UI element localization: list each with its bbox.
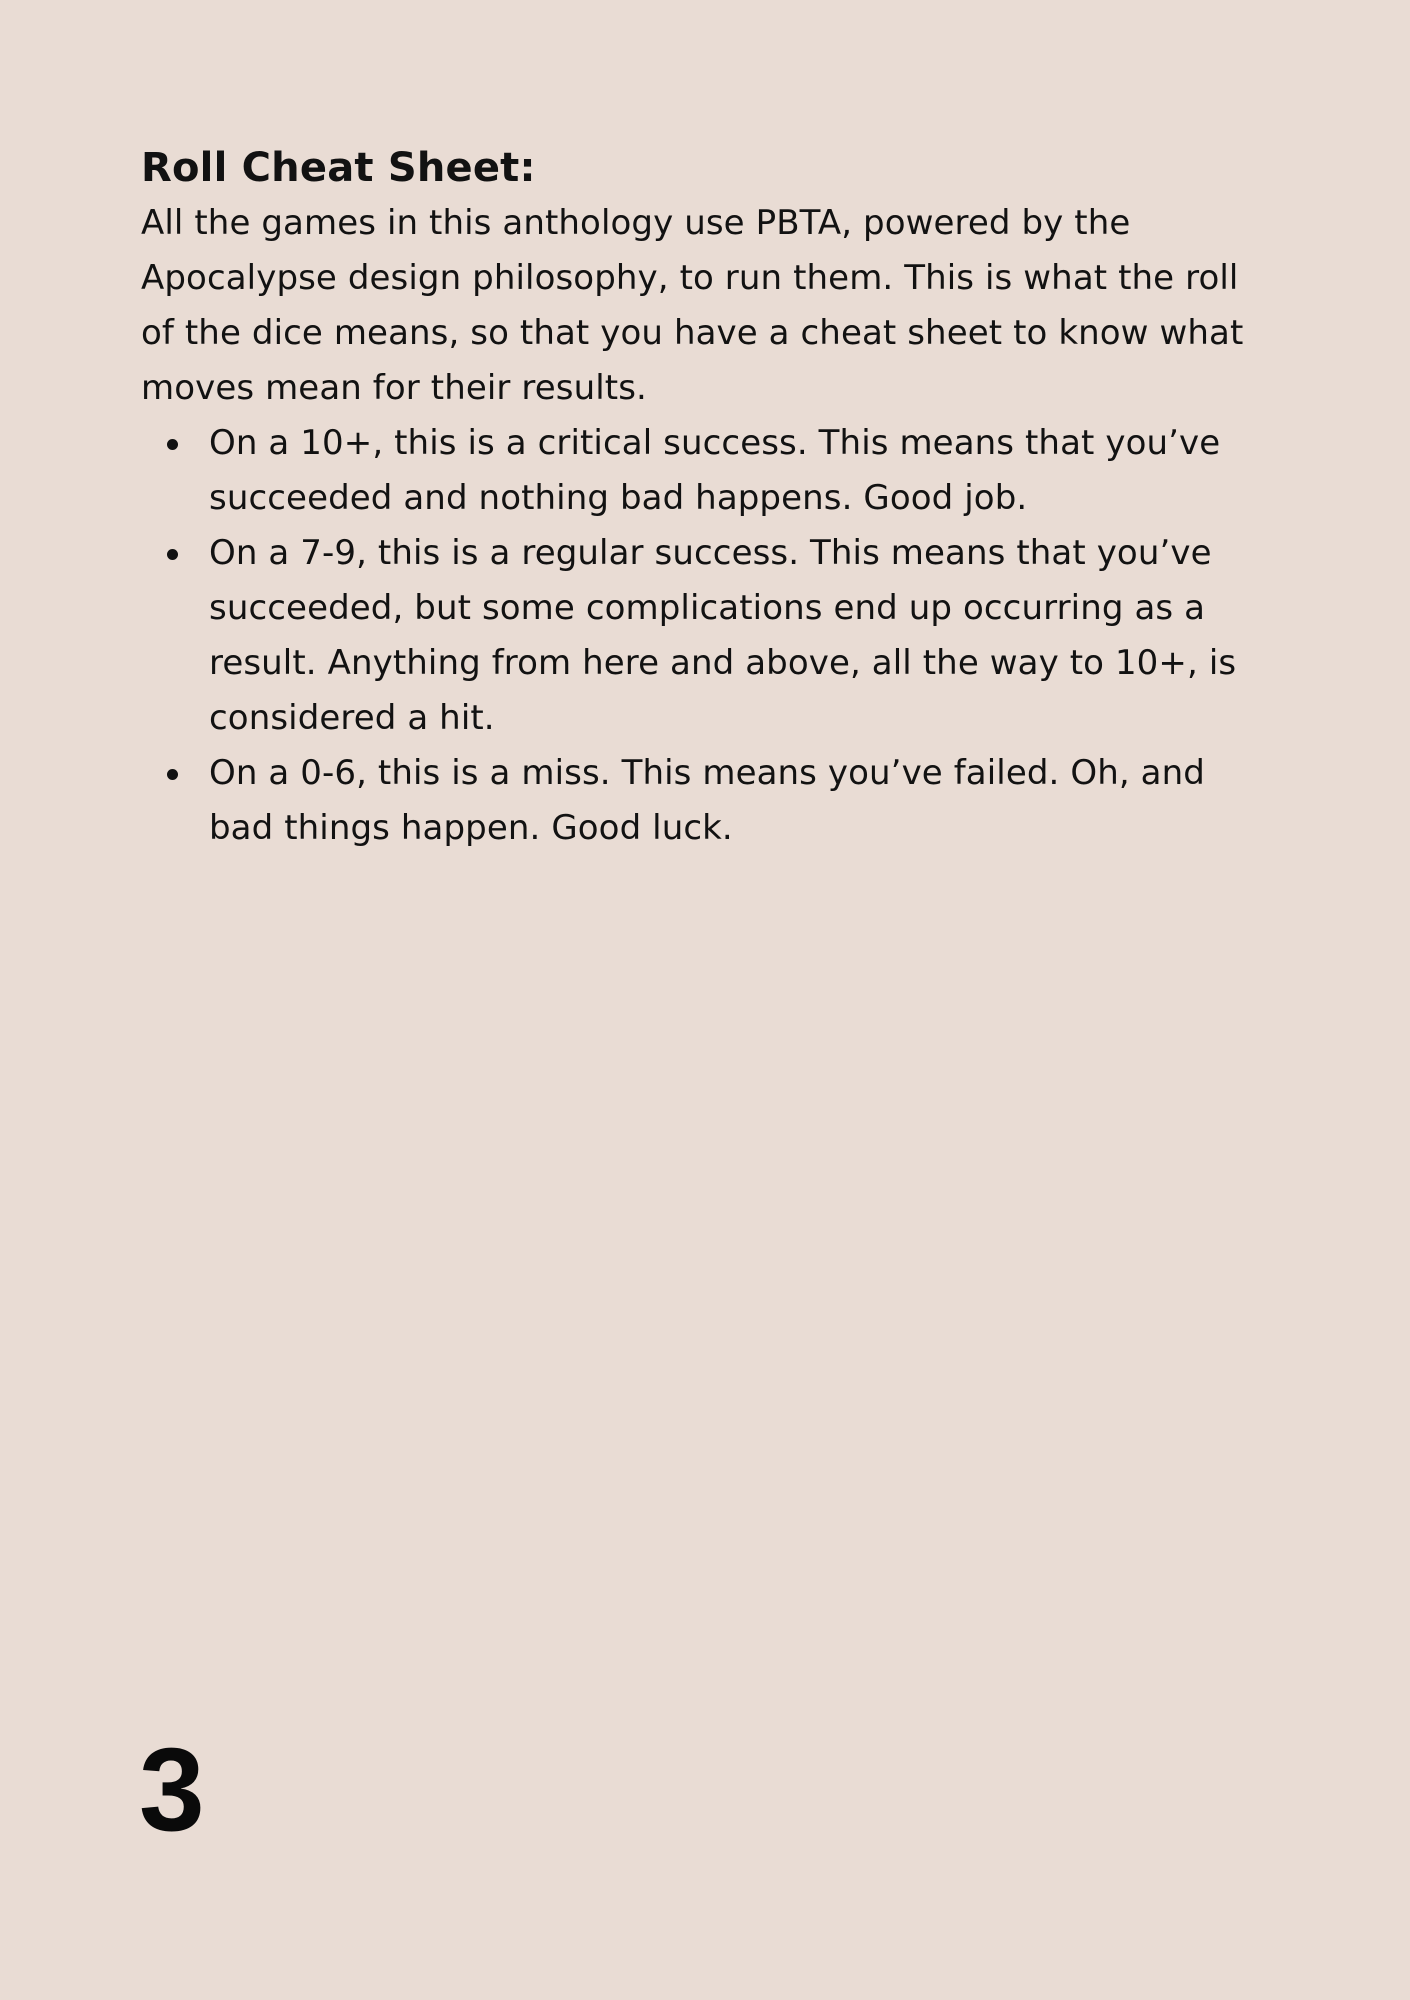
roll-result-critical: On a 10+, this is a critical success. This means that you’ve succeeded and nothing bad happens. Good job. bbox=[209, 423, 1221, 518]
page-number: 3 bbox=[139, 1724, 205, 1856]
bullet-icon bbox=[167, 549, 178, 560]
roll-result-miss: On a 0-6, this is a miss. This means you’ve failed. Oh, and bad things happen. Good luck. bbox=[209, 753, 1205, 848]
list-item bbox=[141, 416, 1271, 526]
page-content bbox=[141, 140, 1271, 856]
bullet-icon bbox=[167, 439, 178, 450]
roll-results-list bbox=[141, 416, 1271, 856]
bullet-icon bbox=[167, 769, 178, 780]
intro-paragraph: All the games in this anthology use PBTA, powered by the Apocalypse design philosophy, to run them. This is what the roll of the dice means, so that you have a cheat sheet to know what moves mean for their results. bbox=[141, 203, 1244, 408]
section-heading: Roll Cheat Sheet: bbox=[141, 145, 536, 191]
list-item bbox=[141, 526, 1271, 746]
list-item bbox=[141, 746, 1271, 856]
roll-result-regular: On a 7-9, this is a regular success. This means that you’ve succeeded, but some complications end up occurring as a result. Anything from here and above, all the way to 10+, is considered a hit. bbox=[209, 533, 1237, 738]
